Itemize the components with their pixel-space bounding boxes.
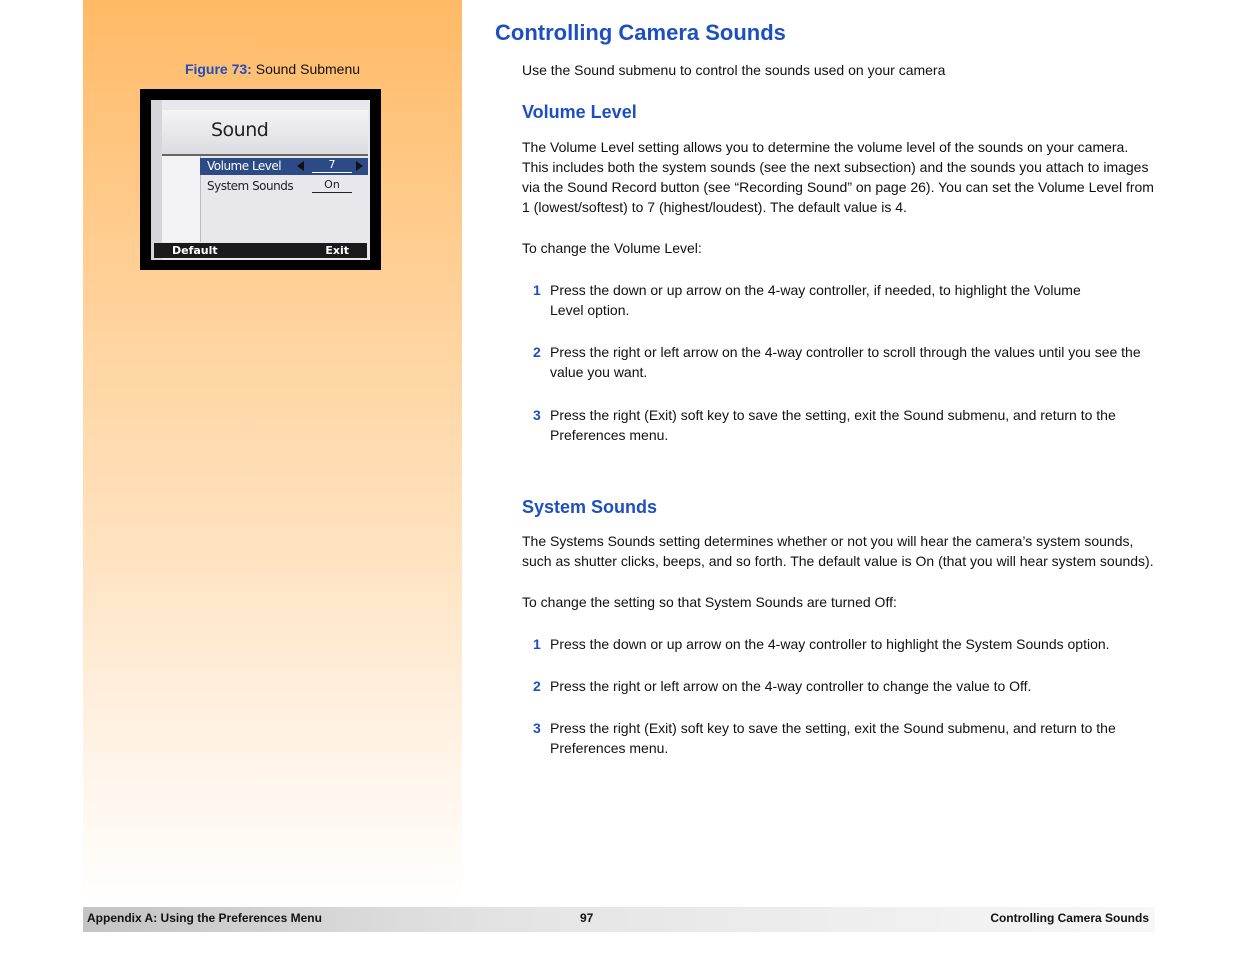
step-text: Press the right (Exit) soft key to save the setting, exit the Sound submenu, and return to the Preferences menu.	[550, 407, 1116, 443]
system-sounds-paragraph: The Systems Sounds setting determines whether or not you will hear the camera’s system sounds, such as shutter clicks, beeps, and so forth. The default value is On (that you will hear system sounds).	[522, 533, 1154, 569]
volume-level-instruction: To change the Volume Level:	[522, 240, 702, 256]
step-number: 2	[533, 678, 541, 694]
lcd-row-value: On	[312, 178, 352, 193]
system-sounds-instruction: To change the setting so that System Sounds are turned Off:	[522, 594, 897, 610]
step-text: Press the down or up arrow on the 4-way controller, if needed, to highlight the Volume Level option.	[550, 282, 1081, 318]
intro-paragraph: Use the Sound submenu to control the sounds used on your camera	[522, 62, 946, 78]
footer-page-number: 97	[580, 911, 594, 925]
lcd-side-column	[162, 156, 201, 242]
step-number: 3	[533, 720, 541, 736]
lcd-softkey-exit: Exit	[325, 244, 349, 257]
right-arrow-icon	[356, 161, 363, 171]
figure-caption	[83, 61, 462, 77]
system-sounds-heading: System Sounds	[522, 497, 658, 517]
footer-chapter: Appendix A: Using the Preferences Menu	[87, 911, 322, 925]
figure-title: Sound Submenu	[255, 61, 361, 77]
step-text: Press the down or up arrow on the 4-way controller to highlight the System Sounds option.	[550, 636, 1110, 652]
lcd-display	[151, 100, 370, 260]
step-number: 3	[533, 407, 541, 423]
lcd-menu-header	[162, 110, 368, 156]
figure-label: Figure 73:	[184, 61, 252, 77]
lcd-row-value: 7	[312, 158, 352, 173]
step-text: Press the right or left arrow on the 4-way controller to change the value to Off.	[550, 678, 1032, 694]
step-number: 1	[533, 636, 541, 652]
step-number: 2	[533, 344, 541, 360]
step-text: Press the right (Exit) soft key to save the setting, exit the Sound submenu, and return to the Preferences menu.	[550, 720, 1116, 756]
lcd-softkey-bar	[154, 243, 367, 258]
footer-section: Controlling Camera Sounds	[990, 911, 1149, 925]
lcd-row-label: Volume Level	[207, 159, 282, 173]
lcd-row-volume-level	[200, 158, 368, 175]
page-title: Controlling Camera Sounds	[495, 20, 786, 45]
lcd-left-strip	[151, 100, 162, 260]
left-arrow-icon	[297, 161, 304, 171]
lcd-softkey-default: Default	[172, 244, 218, 257]
lcd-row-system-sounds	[200, 178, 368, 195]
step-text: Press the right or left arrow on the 4-way controller to scroll through the values until you see the value you want.	[550, 344, 1141, 380]
lcd-row-label: System Sounds	[207, 179, 294, 193]
volume-level-paragraph: The Volume Level setting allows you to determine the volume level of the sounds on your camera. This includes both the system sounds (see the next subsection) and the sounds you attach to images via the Sound Record button (see “Recording Sound” on page 26). You can set the Volume Level from 1 (lowest/softest) to 7 (highest/loudest). The default value is 4.	[522, 139, 1154, 215]
step-number: 1	[533, 282, 541, 298]
page-footer	[83, 907, 1155, 932]
camera-screen-image	[140, 89, 381, 270]
lcd-menu-title: Sound	[211, 119, 269, 141]
volume-level-heading: Volume Level	[522, 102, 637, 122]
